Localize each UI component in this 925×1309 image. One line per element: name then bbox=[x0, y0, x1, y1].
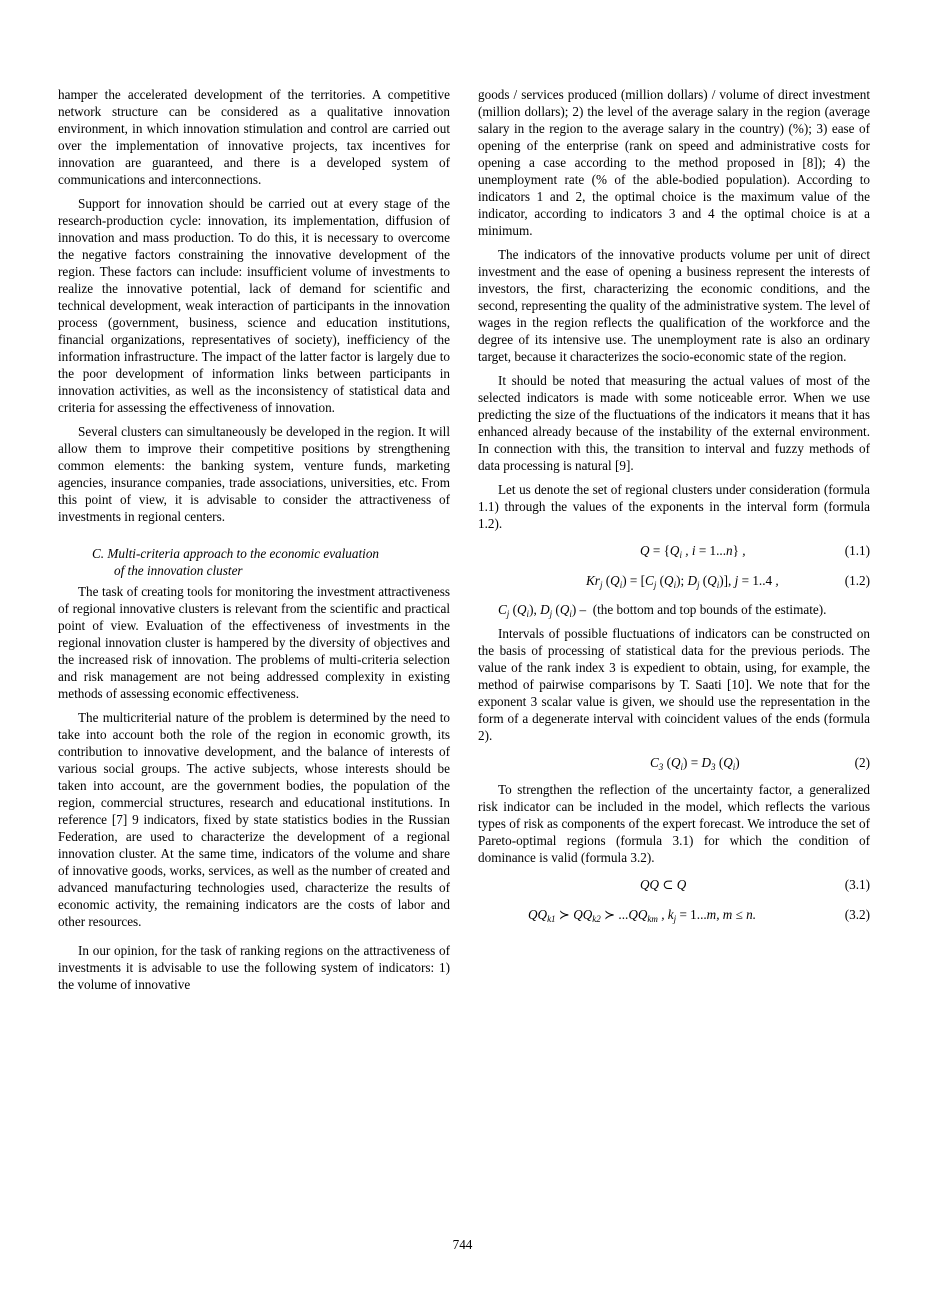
formula-expression: $Kr_j$ $(Q_i) = [C_j$ $(Q_i)$; $D_j$ $(Q_i)$], j = 1..4 , bbox=[586, 573, 779, 590]
paragraph: The multicriterial nature of the problem is determined by the need to take into account both the role of the region in economic growth, its contribution to innovative development, and the balance of interests of various social groups. The active subjects, whose interests should be taken into account, are the government bodies, the population of the region, commercial structures, research and educational institutions. In reference [7] 9 indicators, fixed by state statistics bodies in the Russian Federation, are used to characterize the development of a regional innovation cluster. At the same time, indicators of the volume and share of innovative goods, works, services, as well as the number of created and advanced manufacturing technologies used, characterize the results of economic activity, the remaining indicators are the costs of labor and other resources. bbox=[58, 710, 450, 929]
bounds-expression: $C_j$ $(Q_i)$, $D_j$ $(Q_i)$ – bbox=[498, 602, 587, 619]
paragraph: hamper the accelerated development of the territories. A competitive network structure can be considered as a qualitative innovation environment, in which innovation stimulation and control are carried out over the implementation of innovative projects, tax incentives for innovation are guaranteed, and there is a developed system of communications and interconnections. bbox=[58, 87, 450, 187]
formula-number: (2) bbox=[854, 755, 870, 770]
page-number: 744 bbox=[452, 1237, 473, 1252]
paragraph: The indicators of the innovative products volume per unit of direct investment and the ease of opening a business represent the interests of investors, the first, characterizing the economic conditions, and the second, representing the quality of the administrative system. The level of wages in the region reflects the qualification of the workforce and the degree of its intensive use. The unemployment rate is also an ordinary target, because it characterizes the socio-economic state of the region. bbox=[478, 247, 870, 364]
formula-2 bbox=[478, 751, 870, 775]
paragraph: Several clusters can simultaneously be developed in the region. It will allow them to improve their competitive positions by strengthening common elements: the banking system, venture funds, marketing agencies, insurance companies, trade associations, universities, etc. From this point of view, it is advisable to consider the attractiveness of investments in regional centers. bbox=[58, 424, 450, 524]
paragraph: Support for innovation should be carried out at every stage of the research-production cycle: innovation, its implementation, diffusion of innovation and mass production. To do this, it is necessary to overcome the negative factors constraining the innovative development of the region. These factors can include: insufficient volume of investments to realize the innovative potential, lack of demand for scientific and technical development, weak interaction of participants in the innovation process (government, business, science and education institutions, financial organizations, representatives of society), inefficiency of the information infrastructure. The impact of the latter factor is largely due to the poor development of information links between participants in innovation activities, as well as the inconsistency of statistical data and criteria for assessing the effectiveness of innovation. bbox=[58, 196, 450, 415]
bounds-text: (the bottom and top bounds of the estimate). bbox=[592, 602, 827, 617]
paragraph: In our opinion, for the task of ranking regions on the attractiveness of investments it is advisable to use the following system of indicators: 1) the volume of innovative bbox=[58, 943, 450, 992]
formula-1-1 bbox=[478, 539, 870, 563]
section-heading bbox=[58, 545, 450, 579]
formula-number: (3.2) bbox=[844, 907, 870, 922]
formula-3-2 bbox=[478, 903, 870, 927]
formula-3-1 bbox=[478, 873, 870, 897]
paragraph: Let us denote the set of regional clusters under consideration (formula 1.1) through the values of the exponents in the interval form (formula 1.2). bbox=[478, 482, 870, 531]
right-column bbox=[478, 86, 870, 933]
formula-number: (1.1) bbox=[844, 543, 870, 558]
formula-number: (3.1) bbox=[844, 877, 870, 892]
paragraph bbox=[478, 601, 870, 618]
left-column bbox=[58, 86, 450, 1000]
paragraph: It should be noted that measuring the actual values of most of the selected indicators is made with some noticeable error. When we use predicting the size of the fluctuations of the indicators it means that it has enhanced already because of the instability of the external environment. In connection with this, the transition to interval and fuzzy methods of data processing is natural [9]. bbox=[478, 373, 870, 473]
paragraph: To strengthen the reflection of the uncertainty factor, a generalized risk indicator can be included in the model, which reflects the various types of risk as components of the expert forecast. We introduce the set of Pareto-optimal regions (formula 3.1) for which the condition of dominance is valid (formula 3.2). bbox=[478, 782, 870, 865]
formula-expression: $C_3$ $(Q_i) = D_3$ $(Q_i)$ bbox=[650, 755, 740, 772]
paragraph: goods / services produced (million dollars) / volume of direct investment (million dollars); 2) the level of the average salary in the region (average salary in the region to the average salary in the country) (%); 3) ease of opening of the enterprise (rank on speed and administrative costs for opening a case according to the method proposed in [8]); 4) the unemployment rate (% of the able-bodied population). According to indicators 1 and 2, the optimal choice is the maximum value of the indicator, according to indicators 3 and 4 the optimal choice is at a minimum. bbox=[478, 87, 870, 238]
formula-1-2 bbox=[478, 569, 870, 593]
formula-number: (1.2) bbox=[844, 573, 870, 588]
section-heading-line: of the innovation cluster bbox=[114, 563, 243, 578]
formula-expression: $QQ_{k1}$ ≻ $QQ_{k2}$ ≻ $...QQ_{km}$ , $k_j = 1...m$, m ≤ n. bbox=[528, 907, 757, 924]
formula-expression: QQ ⊂ Q bbox=[640, 877, 687, 892]
section-heading-line: C. Multi-criteria approach to the economic evaluation bbox=[92, 546, 380, 561]
paragraph: The task of creating tools for monitoring the investment attractiveness of regional innovative clusters is relevant from the scientific and practical point of view. Evaluation of the effectiveness of investments in the regional innovation cluster is hampered by the diversity of objectives and the increased risk of innovation. The problems of multi-criteria selection and risk management are not being addressed complexity in existing methods of assessing economic effectiveness. bbox=[58, 584, 450, 701]
paragraph: Intervals of possible fluctuations of indicators can be constructed on the basis of processing of statistical data for the previous periods. The value of the rank index 3 is expedient to obtain, using, for example, the method of pairwise comparisons by T. Saati [10]. We note that for the exponent 3 scalar value is given, we should use the representation in the form of a degenerate interval with coincident values of the ends (formula 2). bbox=[478, 626, 870, 743]
formula-expression: $Q = \{Q_i$ , i = 1...n} , bbox=[640, 543, 746, 560]
